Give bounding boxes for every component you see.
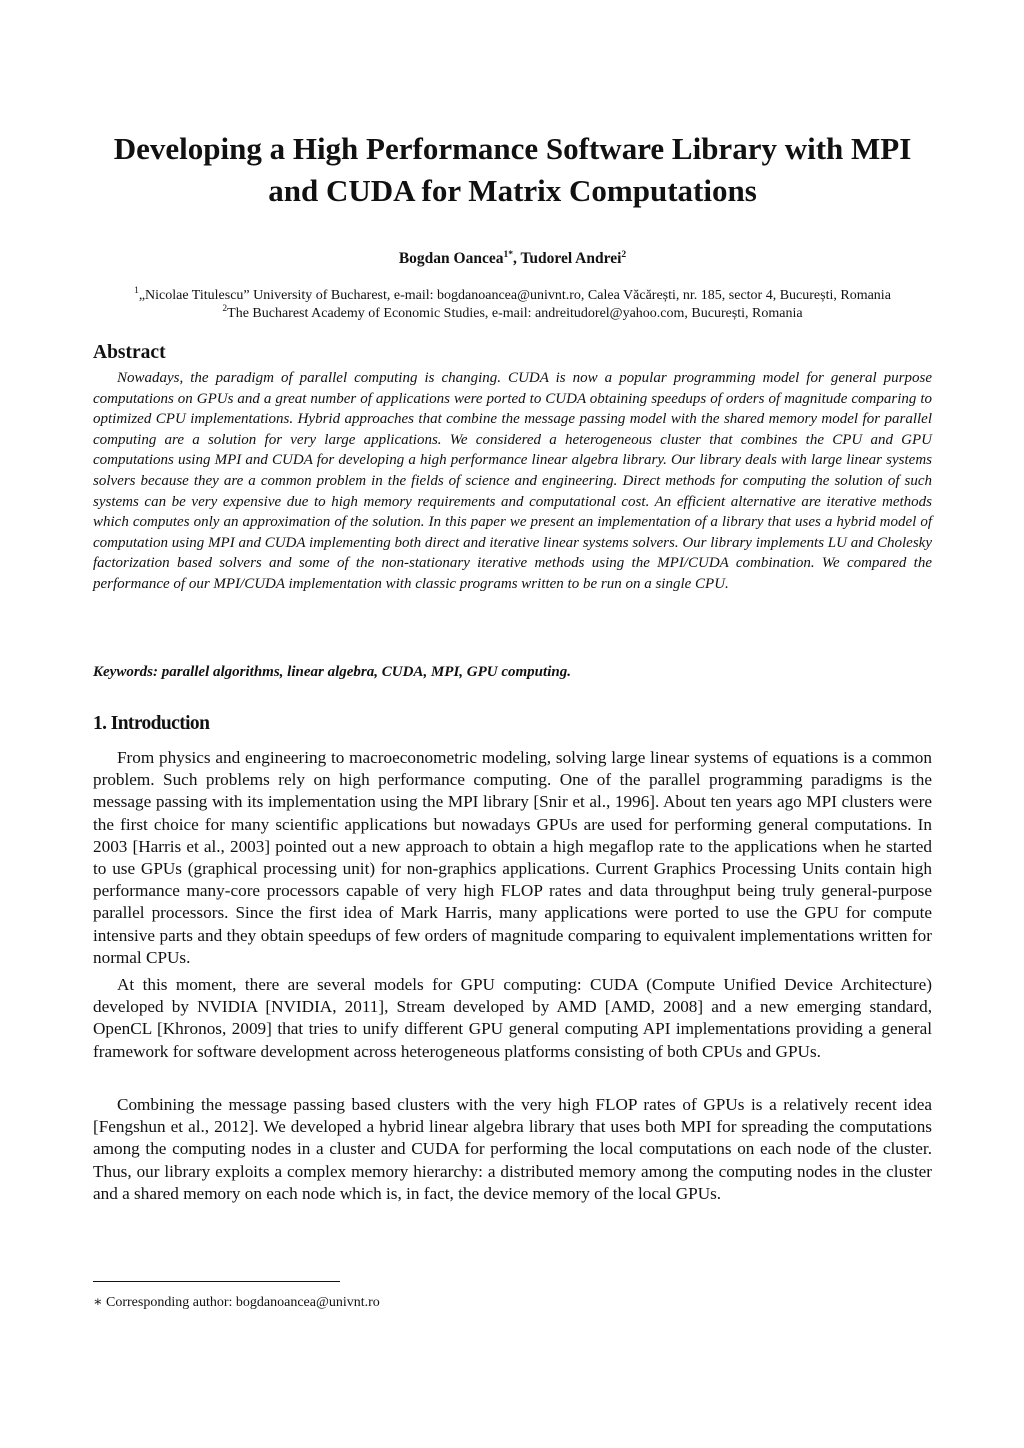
affiliation-1-text: „Nicolae Titulescu” University of Bucharest, e-mail: bogdanoancea@univnt.ro, Calea Văcărești, nr. 185, sector 4, București, Romania [138,288,891,303]
footnote: ∗ Corresponding author: bogdanoancea@univnt.ro [93,1295,380,1310]
affiliation-1-mark: 1 [134,286,139,296]
intro-paragraph-2: At this moment, there are several models for GPU computing: CUDA (Compute Unified Device Architecture) developed by NVIDIA [NVIDIA, 2011], Stream developed by AMD [AMD, 2008] and a new emerging standard, OpenCL [Khronos, 2009] that tries to unify different GPU general computing API implementations providing a general framework for software development across heterogeneous platforms consisting of both CPUs and GPUs. [93,975,932,1061]
author-2-marks: 2 [621,250,627,260]
title-line-2: and CUDA for Matrix Computations [268,173,757,208]
affiliation-1 [93,288,932,304]
keywords: Keywords: parallel algorithms, linear algebra, CUDA, MPI, GPU computing. [93,664,571,680]
author-separator: , [512,250,521,267]
author-list [93,250,932,268]
footnote-divider [93,1281,340,1282]
affiliation-2-mark: 2 [222,304,228,314]
section-heading-introduction: 1. Introduction [93,713,210,734]
author-1: Bogdan Oancea [398,250,504,267]
intro-paragraph-3: Combining the message passing based clusters with the very high FLOP rates of GPUs is a relatively recent idea [Fengshun et al., 2012]. We developed a hybrid linear algebra library that uses both MPI for spreading the computations among the computing nodes in a cluster and CUDA for performing the local computations on each node of the cluster. Thus, our library exploits a complex memory hierarchy: a distributed memory among the computing nodes in the cluster and a shared memory on each node which is, in fact, the device memory of the local GPUs. [93,1095,932,1203]
intro-paragraph-1: From physics and engineering to macroeconometric modeling, solving large linear systems of equations is a common problem. Such problems rely on high performance computing. One of the parallel programming paradigms is the message passing with its implementation using the MPI library [Snir et al., 1996]. About ten years ago MPI clusters were the first choice for many scientific applications but nowadays GPUs are used for performing general computations. In 2003 [Harris et al., 2003] pointed out a new approach to obtain a high megaflop rate to the applications when he started to use GPUs (graphical processing unit) for non-graphics applications. Current Graphics Processing Units contain high performance many-core processors capable of very high FLOP rates and data throughput being truly general-purpose parallel processors. Since the first idea of Mark Harris, many applications were ported to use the GPU for compute intensive parts and they obtain speedups of few orders of magnitude comparing to equivalent implementations written for normal CPUs. [93,748,932,967]
abstract-text: Nowadays, the paradigm of parallel computing is changing. CUDA is now a popular programming model for general purpose computations on GPUs and a great number of applications were ported to CUDA obtaining speedups of orders of magnitude comparing to optimized CPU implementations. Hybrid approaches that combine the message passing model with the shared memory model for parallel computing are a solution for very large applications. We considered a heterogeneous cluster that combines the CPU and GPU computations using MPI and CUDA for developing a high performance linear algebra library. Our library deals with large linear systems solvers because they are a common problem in the fields of science and engineering. Direct methods for computing the solution of such systems can be very expensive due to high memory requirements and computational cost. An efficient alternative are iterative methods which computes only an approximation of the solution. In this paper we present an implementation of a library that uses a hybrid model of computation using MPI and CUDA implementing both direct and iterative linear systems solvers. Our library implements LU and Cholesky factorization based solvers and some of the non-stationary iterative methods using the MPI/CUDA combination. We compared the performance of our MPI/CUDA implementation with classic programs written to be run on a single CPU. [93,370,932,592]
author-1-marks: 1* [503,250,513,260]
author-2: Tudorel Andrei [520,250,622,267]
abstract-heading: Abstract [93,342,166,363]
affiliation-2-text: The Bucharest Academy of Economic Studies, e-mail: andreitudorel@yahoo.com, București, Romania [227,306,803,321]
paper-title [93,128,932,212]
title-line-1: Developing a High Performance Software Library with MPI [113,131,912,166]
affiliation-2 [93,306,932,322]
